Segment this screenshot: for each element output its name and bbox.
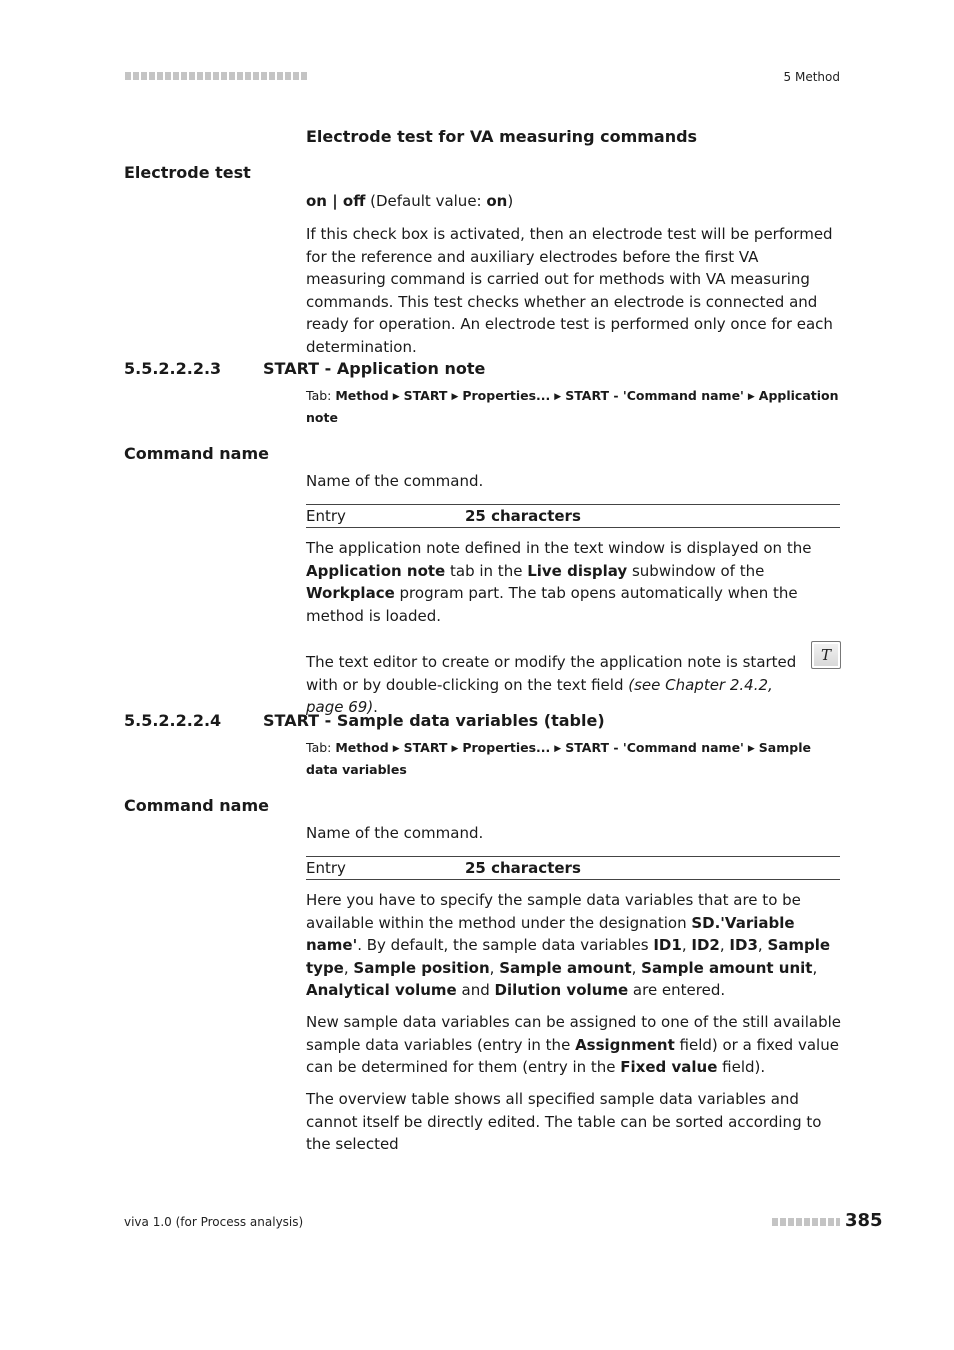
paragraph: The text editor to create or modify the application note is started with or by double-clicking on the text field (see Chapter 2.4.2, page 69). bbox=[306, 653, 797, 716]
default-prefix: (Default value: bbox=[365, 192, 487, 210]
section-title: START - Sample data variables (table) bbox=[263, 711, 605, 730]
arrow-right-icon: ▶ bbox=[747, 392, 755, 402]
arrow-right-icon: ▶ bbox=[554, 392, 562, 402]
paragraph: The application note defined in the text window is displayed on the Application note tab in the Live display subwindow of the Workplace program part. The tab opens automatically when the method is loaded. bbox=[306, 539, 812, 625]
parameter-label: Electrode test bbox=[124, 163, 251, 182]
entry-row bbox=[306, 856, 840, 880]
chapter-title: 5 Method bbox=[783, 70, 840, 84]
arrow-right-icon: ▶ bbox=[451, 392, 459, 402]
paragraph: Here you have to specify the sample data variables that are to be available within the method under the designation SD.'Variable name'. By default, the sample data variables ID1, ID2, ID3, Sample type, Sample position, Sample amount, Sample amount unit, Analytical volume and Dilution volume are entered. bbox=[306, 891, 831, 999]
chapter-reference[interactable]: (see Chapter 2.4.2, page 69) bbox=[306, 675, 773, 716]
arrow-right-icon: ▶ bbox=[747, 744, 755, 754]
paragraph: The overview table shows all specified sample data variables and cannot itself be directly edited. The table can be sorted according to the selected bbox=[306, 1090, 822, 1153]
value-options: on | off bbox=[306, 192, 366, 210]
tab-path: Tab: Method ▶ START ▶ Properties... ▶ START - 'Command name' ▶ Sample data variables bbox=[306, 740, 811, 777]
arrow-right-icon: ▶ bbox=[554, 744, 562, 754]
tab-path: Tab: Method ▶ START ▶ Properties... ▶ START - 'Command name' ▶ Application note bbox=[306, 388, 839, 425]
arrow-right-icon: ▶ bbox=[392, 744, 400, 754]
parameter-label: Command name bbox=[124, 444, 269, 463]
footer-product: viva 1.0 (for Process analysis) bbox=[124, 1215, 304, 1229]
arrow-right-icon: ▶ bbox=[392, 392, 400, 402]
default-suffix: ) bbox=[507, 192, 514, 210]
entry-key: Entry bbox=[306, 507, 346, 525]
header-decoration bbox=[125, 72, 307, 80]
parameter-description: Name of the command. bbox=[306, 824, 484, 842]
page-number: 385 bbox=[845, 1210, 883, 1231]
text-editor-icon[interactable]: T bbox=[811, 641, 841, 669]
parameter-label: Command name bbox=[124, 796, 269, 815]
footer-decoration bbox=[772, 1218, 840, 1226]
entry-value: 25 characters bbox=[465, 859, 581, 877]
parameter-values bbox=[306, 190, 841, 213]
arrow-right-icon: ▶ bbox=[451, 744, 459, 754]
subsection-heading: Electrode test for VA measuring commands bbox=[306, 127, 698, 146]
entry-value: 25 characters bbox=[465, 507, 581, 525]
entry-row bbox=[306, 504, 840, 528]
parameter-description: Name of the command. bbox=[306, 472, 484, 490]
section-number: 5.5.2.2.2.3 bbox=[124, 359, 222, 378]
default-value: on bbox=[486, 192, 508, 210]
section-title: START - Application note bbox=[263, 359, 486, 378]
parameter-description: If this check box is activated, then an electrode test will be performed for the reference and auxiliary electrodes before the first VA measuring command is carried out for methods with VA measuring commands. This test checks whether an electrode is connected and ready for operation. An electrode test is performed only once for each determination. bbox=[306, 225, 833, 356]
section-number: 5.5.2.2.2.4 bbox=[124, 711, 222, 730]
paragraph: New sample data variables can be assigned to one of the still available sample data variables (entry in the Assignment field) or a fixed value can be determined for them (entry in the Fixed value field). bbox=[306, 1013, 841, 1076]
entry-key: Entry bbox=[306, 859, 346, 877]
